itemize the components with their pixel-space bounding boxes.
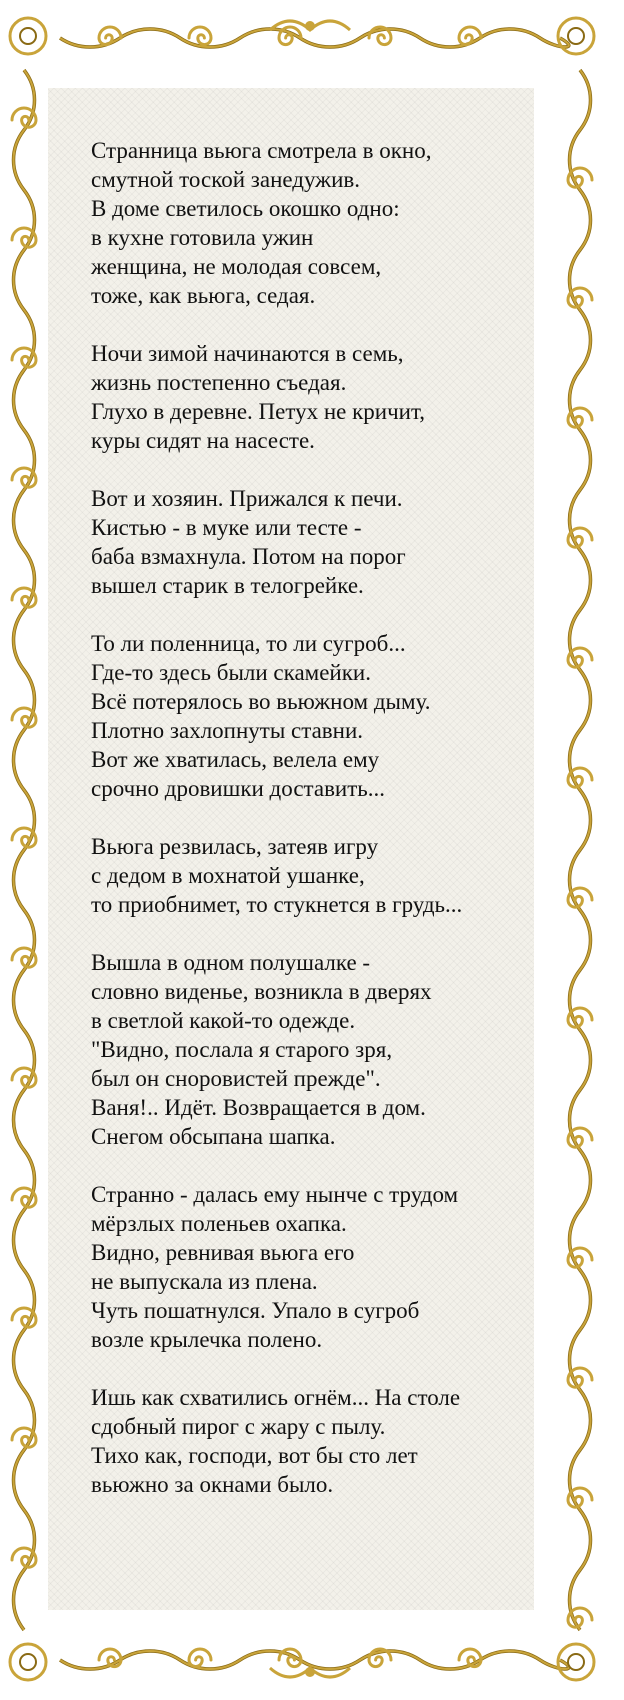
top-swirl (459, 27, 481, 45)
corner-flourish (568, 1654, 584, 1670)
top-vine (60, 29, 569, 47)
poem-line: то приобнимет, то стукнется в грудь... (91, 892, 463, 917)
poem-line: Ишь как схватились огнём... На столе (91, 1385, 461, 1410)
poem-line: Плотно захлопнуты ставни. (91, 718, 364, 743)
poem-line: Вышла в одном полушалке - (91, 950, 371, 975)
poem-line: В доме светилось окошко одно: (91, 196, 400, 221)
poem-line: Глухо в деревне. Петух не кричит, (91, 399, 426, 424)
poem-line: Ваня!.. Идёт. Возвращается в дом. (91, 1095, 426, 1120)
top-swirl (189, 27, 211, 45)
poem-line: "Видно, послала я старого зря, (91, 1037, 393, 1062)
bottom-swirl (189, 1649, 211, 1667)
poem-line: То ли поленница, то ли сугроб... (91, 631, 406, 656)
poem-line: тоже, как вьюга, седая. (91, 283, 316, 308)
corner-flourish (558, 18, 594, 54)
left-vine (14, 70, 35, 1630)
poem-line: Кистью - в муке или тесте - (91, 515, 362, 540)
poem-line: мёрзлых поленьев охапка. (91, 1211, 347, 1236)
poem-line: Всё потерялось во вьюжном дыму. (91, 689, 431, 714)
poem-stanza (91, 1180, 531, 1354)
bottom-swirl (99, 1649, 121, 1667)
bottom-vine (60, 1651, 569, 1669)
poem-stanza (91, 1383, 531, 1499)
poem-line: Вот и хозяин. Прижался к печи. (91, 486, 403, 511)
poem-line: куры сидят на насесте. (91, 428, 315, 453)
poem-line: Вот же хватилась, велела ему (91, 747, 380, 772)
poem-line: вышел старик в телогрейке. (91, 573, 364, 598)
poem-line: женщина, не молодая совсем, (91, 254, 382, 279)
poem-line: словно виденье, возникла в дверях (91, 979, 432, 1004)
poem-line: Чуть пошатнулся. Упало в сугроб (91, 1298, 420, 1323)
poem-line: вьюжно за окнами было. (91, 1472, 334, 1497)
poem-line: возле крылечка полено. (91, 1327, 323, 1352)
center-crest (305, 21, 315, 31)
corner-flourish (20, 28, 36, 44)
poem-line: сдобный пирог с жару с пылу. (91, 1414, 386, 1439)
poem-line: был он сноровистей прежде". (91, 1066, 381, 1091)
poem-line: Снегом обсыпана шапка. (91, 1124, 336, 1149)
poem-line: не выпускала из плена. (91, 1269, 318, 1294)
corner-flourish (568, 28, 584, 44)
corner-flourish (10, 18, 46, 54)
poem-stanza (91, 339, 531, 455)
bottom-swirl (459, 1649, 481, 1667)
poem-text (91, 136, 531, 1528)
poem-line: срочно дровишки доставить... (91, 776, 386, 801)
corner-flourish (20, 1654, 36, 1670)
poem-line: жизнь постепенно съедая. (91, 370, 347, 395)
poem-line: с дедом в мохнатой ушанке, (91, 863, 365, 888)
poem-line: в светлой какой-то одежде. (91, 1008, 356, 1033)
poem-stanza (91, 948, 531, 1151)
corner-flourish (10, 1644, 46, 1680)
poem-line: Видно, ревнивая вьюга его (91, 1240, 355, 1265)
poem-line: Вьюга резвилась, затеяв игру (91, 834, 379, 859)
poem-stanza (91, 136, 531, 310)
poem-line: смутной тоской занедужив. (91, 167, 360, 192)
center-crest (305, 1667, 315, 1677)
poem-stanza (91, 832, 531, 919)
poem-line: Где-то здесь были скамейки. (91, 660, 371, 685)
poem-line: Странница вьюга смотрела в окно, (91, 138, 432, 163)
poem-stanza (91, 484, 531, 600)
poem-stanza (91, 629, 531, 803)
poem-line: в кухне готовила ужин (91, 225, 314, 250)
poem-line: Ночи зимой начинаются в семь, (91, 341, 404, 366)
top-swirl (99, 27, 121, 45)
poem-line: баба взмахнула. Потом на порог (91, 544, 406, 569)
poem-line: Странно - далась ему нынче с трудом (91, 1182, 459, 1207)
poem-line: Тихо как, господи, вот бы сто лет (91, 1443, 418, 1468)
